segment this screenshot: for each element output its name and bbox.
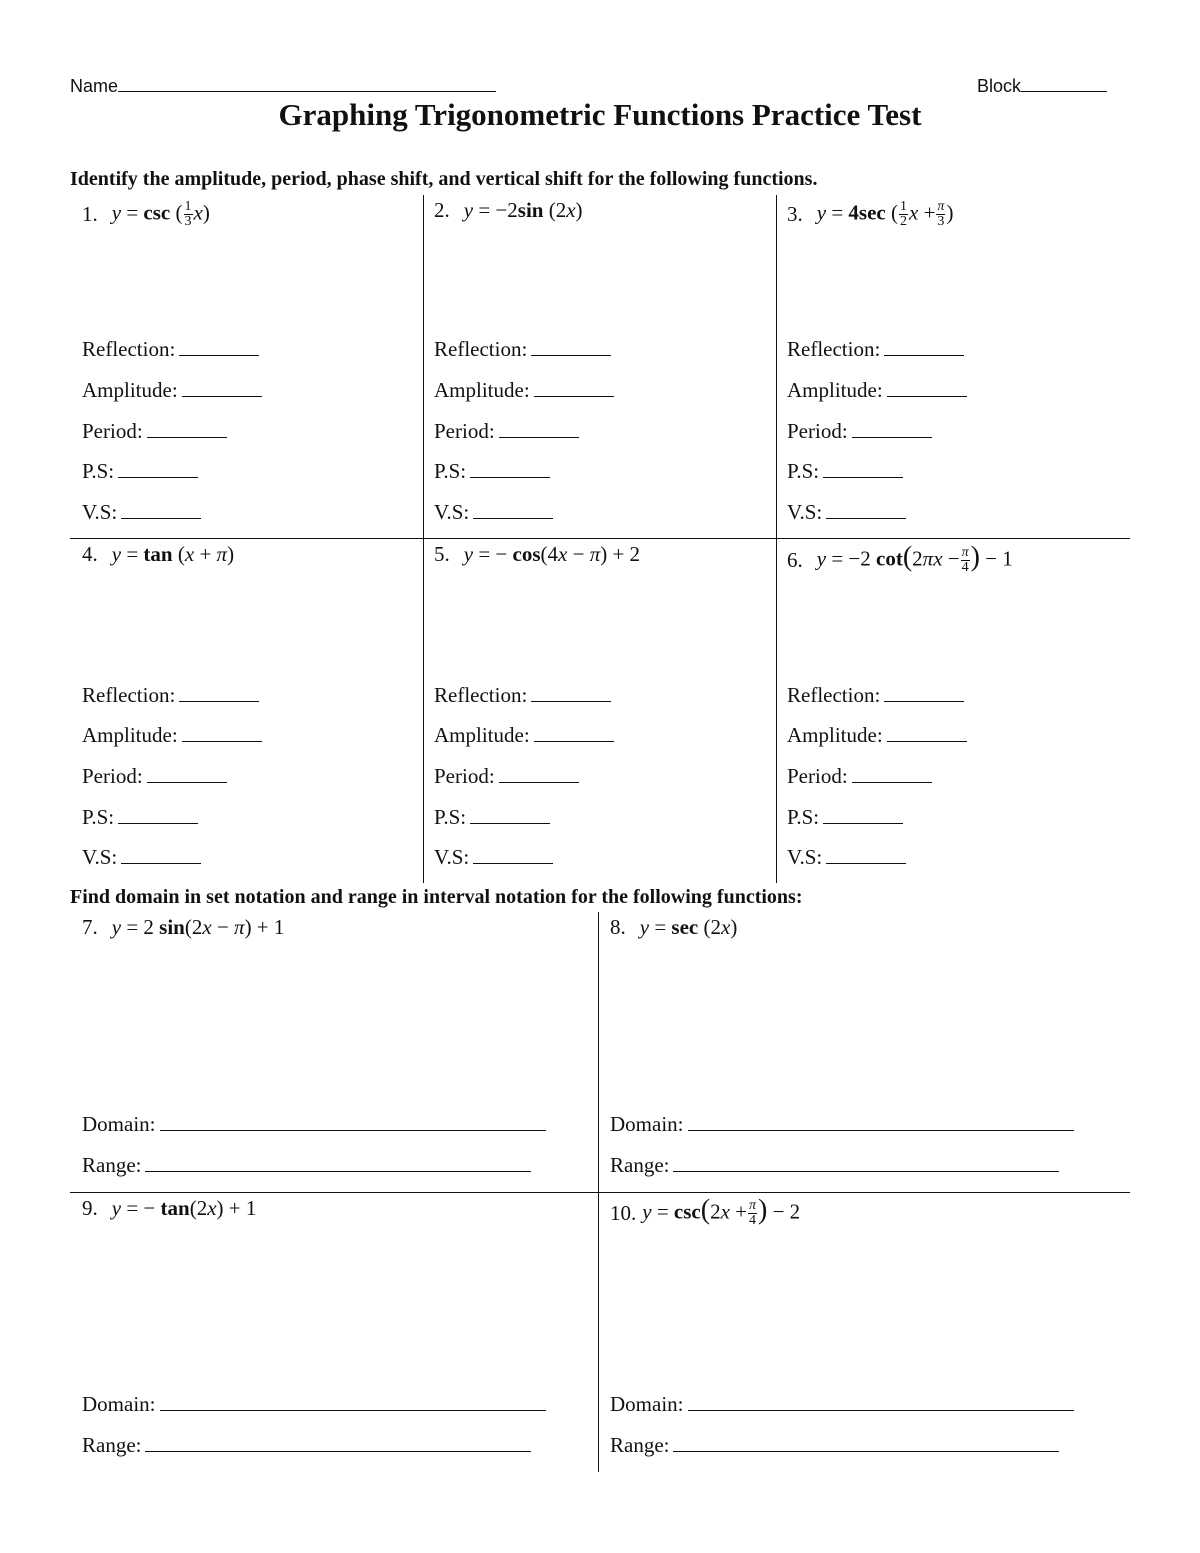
reflection-field-2[interactable]: Reflection:	[434, 337, 611, 362]
vertical-shift-field-6[interactable]: V.S:	[787, 845, 906, 870]
equation: y = tan (x + π)	[111, 542, 235, 566]
grid-vline-2	[776, 195, 777, 883]
block-field[interactable]	[977, 76, 1107, 97]
domain-field-9[interactable]: Domain:	[82, 1392, 546, 1417]
block-blank[interactable]	[1021, 77, 1107, 92]
reflection-field-1[interactable]: Reflection:	[82, 337, 259, 362]
range-field-9[interactable]: Range:	[82, 1433, 531, 1458]
equation: y = 4sec ( $\frac{1}{2}$ x + $\frac{\pi}{3}$ )	[816, 199, 954, 229]
period-field-4[interactable]: Period:	[82, 764, 227, 789]
section2-instruction: Find domain in set notation and range in interval notation for the following functions:	[70, 886, 803, 908]
amplitude-field-2[interactable]: Amplitude:	[434, 378, 614, 403]
reflection-field-6[interactable]: Reflection:	[787, 683, 964, 708]
range-field-8[interactable]: Range:	[610, 1153, 1059, 1178]
problem-number: 2.	[434, 198, 450, 222]
equation: y = csc(2x + $\frac{\pi}{4}$ ) − 2	[642, 1194, 801, 1228]
problem-6	[787, 541, 1013, 575]
amplitude-field-1[interactable]: Amplitude:	[82, 378, 262, 403]
phase-shift-field-6[interactable]: P.S:	[787, 805, 903, 830]
reflection-field-3[interactable]: Reflection:	[787, 337, 964, 362]
period-field-2[interactable]: Period:	[434, 419, 579, 444]
period-field-3[interactable]: Period:	[787, 419, 932, 444]
grid-hline-2	[70, 1192, 1130, 1193]
name-label: Name	[70, 76, 119, 96]
reflection-field-5[interactable]: Reflection:	[434, 683, 611, 708]
problem-2	[434, 198, 583, 223]
equation: y = 2 sin(2x − π) + 1	[111, 915, 285, 939]
vertical-shift-field-3[interactable]: V.S:	[787, 500, 906, 525]
grid-hline-1	[70, 538, 1130, 539]
amplitude-field-5[interactable]: Amplitude:	[434, 723, 614, 748]
section1-instruction: Identify the amplitude, period, phase shift, and vertical shift for the following functions.	[70, 168, 818, 190]
phase-shift-field-5[interactable]: P.S:	[434, 805, 550, 830]
period-field-5[interactable]: Period:	[434, 764, 579, 789]
equation: y = sec (2x)	[639, 915, 738, 939]
problem-number: 10.	[610, 1201, 637, 1225]
vertical-shift-field-1[interactable]: V.S:	[82, 500, 201, 525]
problem-number: 6.	[787, 548, 803, 572]
phase-shift-field-4[interactable]: P.S:	[82, 805, 198, 830]
domain-field-10[interactable]: Domain:	[610, 1392, 1074, 1417]
range-field-10[interactable]: Range:	[610, 1433, 1059, 1458]
problem-10	[610, 1194, 801, 1228]
equation: y = − tan(2x) + 1	[111, 1196, 257, 1220]
problem-1	[82, 200, 210, 229]
problem-number: 8.	[610, 915, 626, 939]
problem-4	[82, 542, 234, 567]
equation: y = −2sin (2x)	[463, 198, 583, 222]
domain-field-7[interactable]: Domain:	[82, 1112, 546, 1137]
problem-3	[787, 200, 953, 229]
phase-shift-field-2[interactable]: P.S:	[434, 459, 550, 484]
equation: y = − cos(4x − π) + 2	[463, 542, 641, 566]
amplitude-field-4[interactable]: Amplitude:	[82, 723, 262, 748]
amplitude-field-6[interactable]: Amplitude:	[787, 723, 967, 748]
phase-shift-field-1[interactable]: P.S:	[82, 459, 198, 484]
problem-8	[610, 915, 737, 940]
period-field-1[interactable]: Period:	[82, 419, 227, 444]
domain-field-8[interactable]: Domain:	[610, 1112, 1074, 1137]
equation: y = csc ( $\frac{1}{3}$ x)	[111, 199, 210, 229]
vertical-shift-field-2[interactable]: V.S:	[434, 500, 553, 525]
vertical-shift-field-5[interactable]: V.S:	[434, 845, 553, 870]
grid-vline-1	[423, 195, 424, 883]
name-blank[interactable]	[118, 77, 496, 92]
period-field-6[interactable]: Period:	[787, 764, 932, 789]
phase-shift-field-3[interactable]: P.S:	[787, 459, 903, 484]
vertical-shift-field-4[interactable]: V.S:	[82, 845, 201, 870]
problem-number: 4.	[82, 542, 98, 566]
problem-7	[82, 915, 284, 940]
problem-number: 1.	[82, 202, 98, 226]
equation: y = −2 cot(2πx − $\frac{\pi}{4}$ ) − 1	[816, 541, 1013, 575]
problem-number: 5.	[434, 542, 450, 566]
amplitude-field-3[interactable]: Amplitude:	[787, 378, 967, 403]
problem-9	[82, 1196, 256, 1221]
problem-number: 3.	[787, 202, 803, 226]
block-label: Block	[977, 76, 1022, 96]
page-title: Graphing Trigonometric Functions Practice Test	[278, 97, 922, 132]
reflection-field-4[interactable]: Reflection:	[82, 683, 259, 708]
problem-5	[434, 542, 640, 567]
problem-number: 9.	[82, 1196, 98, 1220]
problem-number: 7.	[82, 915, 98, 939]
name-field[interactable]	[70, 76, 496, 97]
range-field-7[interactable]: Range:	[82, 1153, 531, 1178]
